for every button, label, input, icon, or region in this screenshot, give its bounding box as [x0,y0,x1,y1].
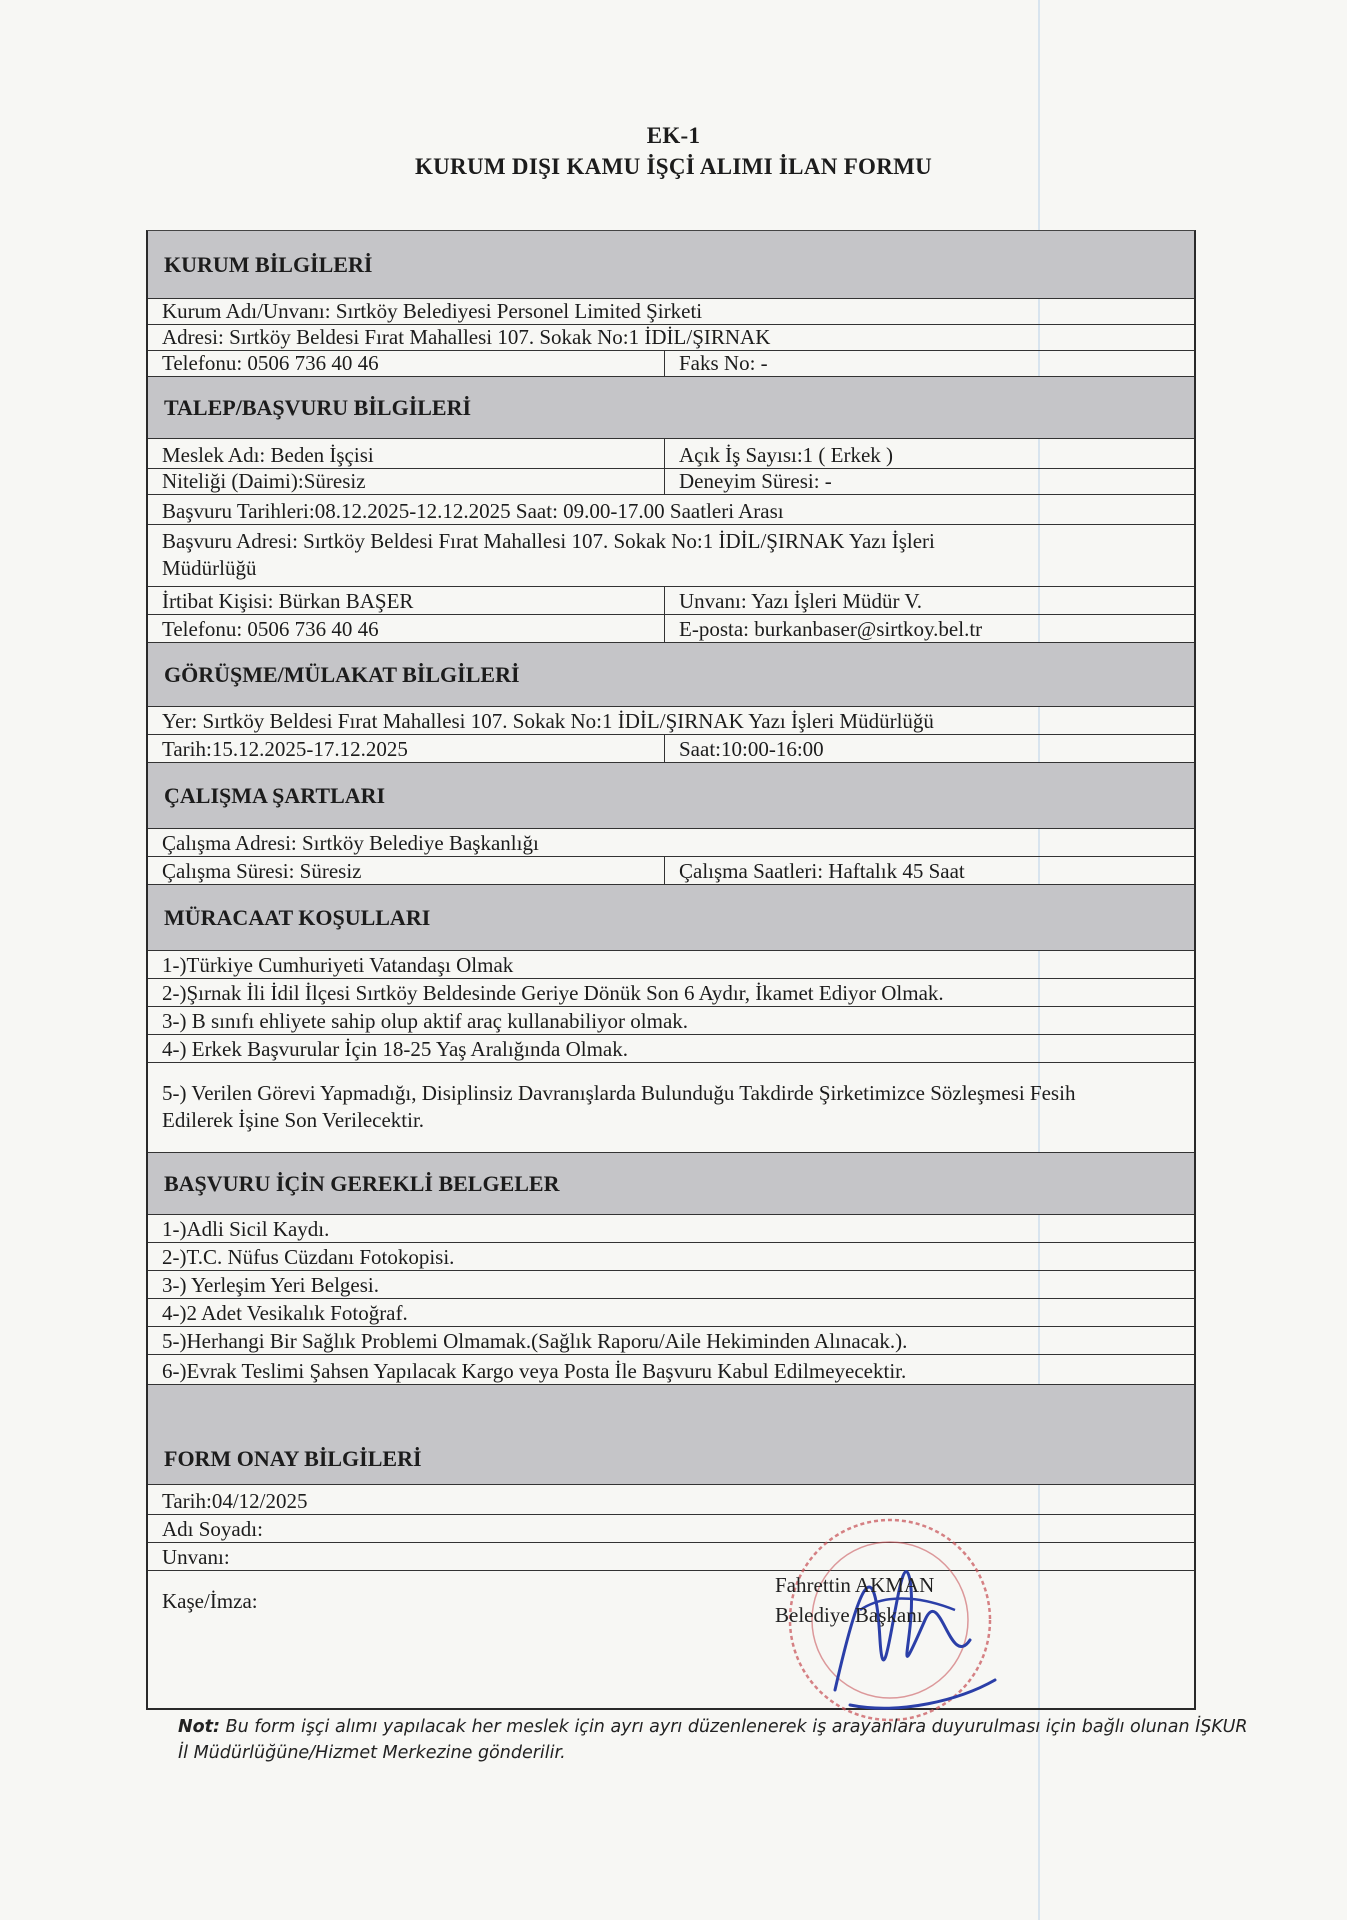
section-onay-heading: FORM ONAY BİLGİLERİ [148,1385,1194,1485]
kurum-faks: Faks No: - [679,351,768,375]
meslek-adi: Meslek Adı: Beden İşçisi [148,439,665,468]
basvuru-tarihleri: Başvuru Tarihleri:08.12.2025-12.12.2025 Saat: 09.00-17.00 Saatleri Arası [162,499,784,523]
row-basvuru-adresi [148,525,1194,587]
belge-item-text: 5-)Herhangi Bir Sağlık Problemi Olmamak.(Sağlık Raporu/Aile Hekiminden Alınacak.). [162,1329,908,1353]
signer-block [775,1570,934,1630]
section-gorusme-heading: GÖRÜŞME/MÜLAKAT BİLGİLERİ [148,643,1194,707]
row-nitelik [148,469,1194,495]
muracaat-item [148,951,1194,979]
signer-title: Belediye Başkanı [775,1603,923,1627]
section-kurum-heading: KURUM BİLGİLERİ [148,231,1194,299]
gorusme-saat: Saat:10:00-16:00 [679,737,824,761]
row-calisma-adres [148,829,1194,857]
kurum-adres: Adresi: Sırtköy Beldesi Fırat Mahallesi 107. Sokak No:1 İDİL/ŞIRNAK [162,325,771,349]
irtibat-kisisi: İrtibat Kişisi: Bürkan BAŞER [148,587,665,614]
niteligi: Niteliği (Daimi):Süresiz [148,469,665,494]
calisma-adresi: Çalışma Adresi: Sırtköy Belediye Başkanlığı [162,831,539,855]
row-kurum-adres [148,325,1194,351]
section-muracaat-heading: MÜRACAAT KOŞULLARI [148,885,1194,951]
document-header [0,120,1347,182]
irtibat-eposta: E-posta: burkanbaser@sirtkoy.bel.tr [679,617,983,641]
section-belgeler-heading: BAŞVURU İÇİN GEREKLİ BELGELER [148,1153,1194,1215]
row-irtibat [148,587,1194,615]
row-calisma-sure [148,857,1194,885]
basvuru-adresi: Başvuru Adresi: Sırtköy Beldesi Fırat Mahallesi 107. Sokak No:1 İDİL/ŞIRNAK Yazı İşleri Müdürlüğü [162,529,935,580]
onay-kase-imza: Kaşe/İmza: [162,1588,258,1613]
belge-item-text: 4-)2 Adet Vesikalık Fotoğraf. [162,1301,408,1325]
form-note [178,1714,1248,1766]
calisma-suresi: Çalışma Süresi: Süresiz [148,857,665,884]
muracaat-item [148,979,1194,1007]
irtibat-unvani: Unvanı: Yazı İşleri Müdür V. [679,589,923,613]
muracaat-item-text: 1-)Türkiye Cumhuriyeti Vatandaşı Olmak [162,953,514,977]
belge-item-text: 2-)T.C. Nüfus Cüzdanı Fotokopisi. [162,1245,455,1269]
row-basvuru-tarihleri [148,495,1194,525]
muracaat-item [148,1007,1194,1035]
belge-item-text: 1-)Adli Sicil Kaydı. [162,1217,330,1241]
belge-item [148,1327,1194,1355]
deneyim-suresi: Deneyim Süresi: - [679,469,832,493]
note-text: Bu form işçi alımı yapılacak her meslek için ayrı ayrı düzenlenerek iş arayanlara duyurulması için bağlı olunan İŞKUR İl Müdürlüğüne/Hizmet Merkezine gönderilir. [178,1717,1248,1763]
muracaat-item [148,1063,1194,1153]
onay-tarih: Tarih:04/12/2025 [162,1489,308,1513]
annex-label: EK-1 [646,123,701,148]
form-title: KURUM DIŞI KAMU İŞÇİ ALIMI İLAN FORMU [414,154,933,179]
muracaat-item-text: 2-)Şırnak İli İdil İlçesi Sırtköy Beldesinde Geriye Dönük Son 6 Aydır, İkamet Ediyor Olmak. [162,981,944,1005]
row-gorusme-yer [148,707,1194,735]
irtibat-telefonu: Telefonu: 0506 736 40 46 [148,615,665,642]
belge-item [148,1271,1194,1299]
belge-item [148,1355,1194,1385]
muracaat-item [148,1035,1194,1063]
muracaat-item-text: 5-) Verilen Görevi Yapmadığı, Disiplinsiz Davranışlarda Bulunduğu Takdirde Şirketimizce Sözleşmesi Fesih Edilerek İşine Son Verilecektir. [162,1081,1076,1132]
signer-name: Fahrettin AKMAN [775,1573,935,1597]
section-talep-heading: TALEP/BAŞVURU BİLGİLERİ [148,377,1194,439]
belge-item-text: 3-) Yerleşim Yeri Belgesi. [162,1273,380,1297]
belge-item [148,1299,1194,1327]
section-calisma-heading: ÇALIŞMA ŞARTLARI [148,763,1194,829]
row-kurum-telefon [148,351,1194,377]
row-meslek [148,439,1194,469]
belge-item [148,1215,1194,1243]
announcement-form [146,230,1196,1710]
gorusme-yer: Yer: Sırtköy Beldesi Fırat Mahallesi 107. Sokak No:1 İDİL/ŞIRNAK Yazı İşleri Müdürlüğü [162,709,934,733]
row-irtibat-iletisim [148,615,1194,643]
kurum-unvan: Kurum Adı/Unvanı: Sırtköy Belediyesi Personel Limited Şirketi [162,299,703,323]
muracaat-item-text: 4-) Erkek Başvurular İçin 18-25 Yaş Aralığında Olmak. [162,1037,628,1061]
belge-item [148,1243,1194,1271]
row-gorusme-tarih [148,735,1194,763]
onay-unvani: Unvanı: [162,1545,230,1569]
gorusme-tarih: Tarih:15.12.2025-17.12.2025 [148,735,665,762]
calisma-saatleri: Çalışma Saatleri: Haftalık 45 Saat [679,859,965,883]
kurum-telefon: Telefonu: 0506 736 40 46 [148,351,665,376]
belge-item-text: 6-)Evrak Teslimi Şahsen Yapılacak Kargo veya Posta İle Başvuru Kabul Edilmeyecektir. [162,1359,907,1383]
acik-is-sayisi: Açık İş Sayısı:1 ( Erkek ) [679,443,894,467]
muracaat-item-text: 3-) B sınıfı ehliyete sahip olup aktif araç kullanabiliyor olmak. [162,1009,689,1033]
onay-adi-soyadi: Adı Soyadı: [162,1517,263,1541]
note-label: Not: [178,1717,221,1737]
row-kurum-unvan [148,299,1194,325]
